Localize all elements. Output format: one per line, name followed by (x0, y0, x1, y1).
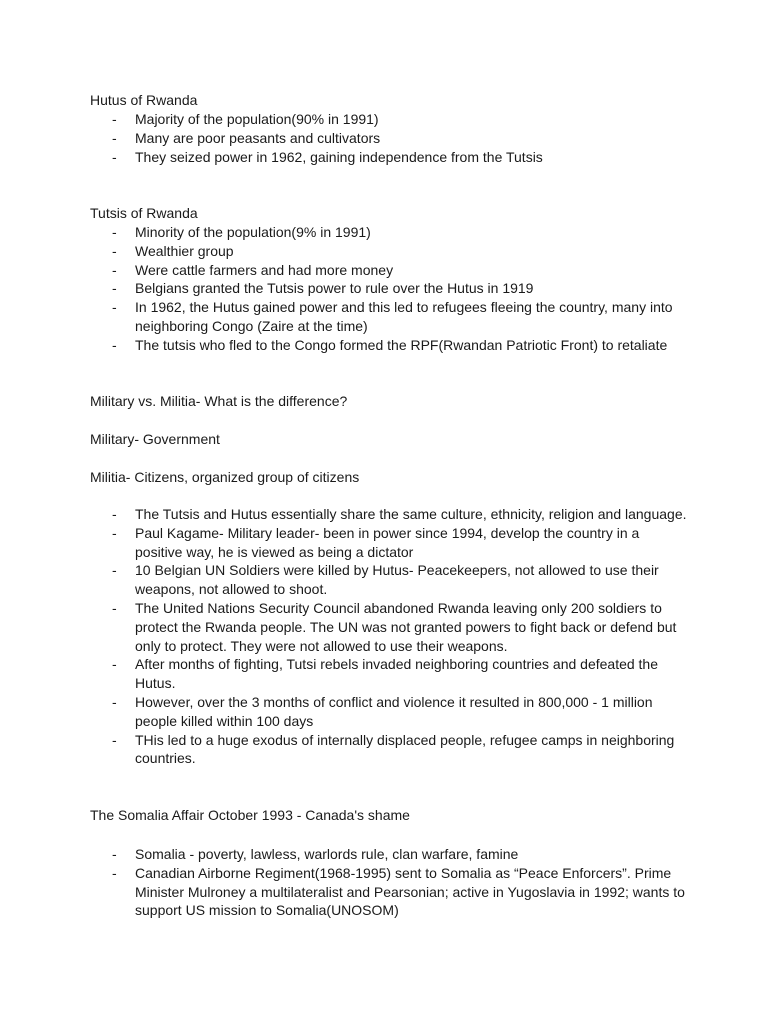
list-item: - The United Nations Security Council abandoned Rwanda leaving only 200 soldiers to protect the Rwanda people. The UN was not granted powers to fight back or defend but only to protect. They were not allowed to use their weapons. (112, 599, 677, 654)
hutus-heading: Hutus of Rwanda (90, 92, 198, 108)
list-item: - Belgians granted the Tutsis power to rule over the Hutus in 1919 (112, 280, 534, 297)
list-item: - In 1962, the Hutus gained power and this led to refugees fleeing the country, many into neighboring Congo (Zaire at the time) (112, 299, 673, 334)
list-item: - Many are poor peasants and cultivators (112, 129, 381, 146)
military-definition: Military- Government (90, 431, 220, 447)
list-item: - The tutsis who fled to the Congo formed the RPF(Rwandan Patriotic Front) to retaliate (112, 336, 668, 353)
militia-definition: Militia- Citizens, organized group of citizens (90, 469, 360, 485)
list-item: - Wealthier group (112, 242, 234, 259)
somalia-heading: The Somalia Affair October 1993 - Canada's shame (90, 807, 410, 823)
list-item: - The Tutsis and Hutus essentially share the same culture, ethnicity, religion and language. (112, 506, 687, 522)
list-item: - Majority of the population(90% in 1991) (112, 111, 379, 127)
list-item: - They seized power in 1962, gaining independence from the Tutsis (112, 148, 543, 165)
list-item: - Were cattle farmers and had more money (112, 261, 394, 278)
military-question: Military vs. Militia- What is the difference? (90, 393, 348, 409)
list-item: - Paul Kagame- Military leader- been in power since 1994, develop the country in a positive way, he is viewed as being a dictator (112, 524, 640, 560)
list-item: - After months of fighting, Tutsi rebels invaded neighboring countries and defeated the Hutus. (112, 656, 659, 692)
list-item: - Canadian Airborne Regiment(1968-1995) sent to Somalia as “Peace Enforcers”. Prime Minister Mulroney a multilateralist and Pearsonian; active in Yugoslavia in 1992; wants to support US mission to Somalia(UNOSOM) (112, 864, 685, 919)
rwanda-facts-list (90, 505, 690, 768)
somalia-list (90, 845, 690, 920)
tutsis-heading: Tutsis of Rwanda (90, 205, 198, 221)
list-item: - Somalia - poverty, lawless, warlords rule, clan warfare, famine (112, 846, 519, 862)
list-item: - However, over the 3 months of conflict and violence it resulted in 800,000 - 1 million people killed within 100 days (112, 693, 653, 729)
tutsis-list (90, 223, 690, 355)
list-item: - THis led to a huge exodus of internally displaced people, refugee camps in neighboring countries. (112, 731, 675, 767)
list-item: - Minority of the population(9% in 1991) (112, 224, 371, 240)
list-item: - 10 Belgian UN Soldiers were killed by Hutus- Peacekeepers, not allowed to use their weapons, not allowed to shoot. (112, 562, 659, 598)
hutus-list (90, 110, 690, 166)
